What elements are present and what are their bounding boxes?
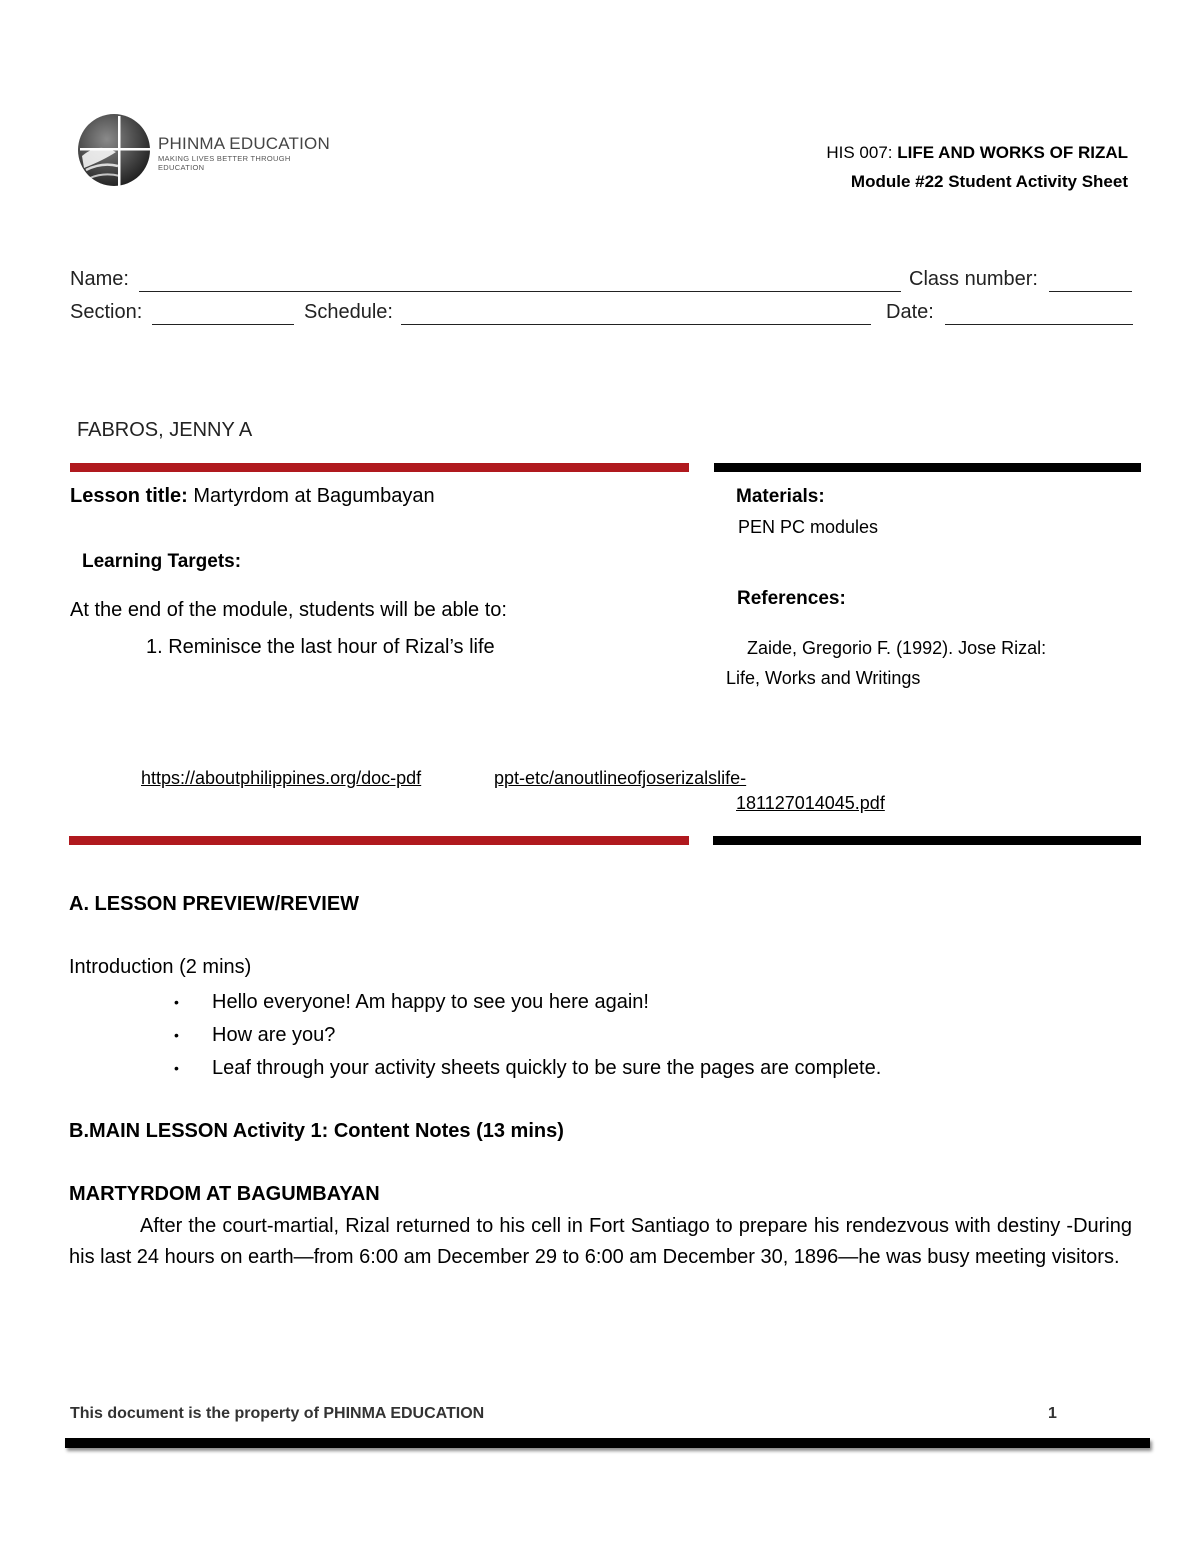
schedule-field[interactable] [401, 324, 871, 325]
section-b-paragraph: After the court-martial, Rizal returned to his cell in Fort Santiago to prepare his rendezvous with destiny -During his last 24 hours on earth—from 6:00 am December 29 to 6:00 am December 30, 1896—he was busy meeting visitors. [69, 1215, 1132, 1268]
section-a-bullets [174, 986, 1074, 1085]
date-field[interactable] [945, 324, 1133, 325]
section-a-heading: A. LESSON PREVIEW/REVIEW [69, 893, 360, 915]
class-number-label: Class number: [909, 268, 1038, 290]
schedule-label: Schedule: [304, 301, 393, 323]
section-field[interactable] [152, 324, 294, 325]
course-title: LIFE AND WORKS OF RIZAL [897, 143, 1128, 162]
references-label: References: [737, 588, 846, 609]
date-label: Date: [886, 301, 934, 323]
name-label: Name: [70, 268, 129, 290]
name-field[interactable] [139, 291, 901, 292]
top-rule-black [714, 463, 1141, 472]
lesson-title-label: Lesson title: [70, 485, 188, 507]
section-a-intro: Introduction (2 mins) [69, 956, 252, 978]
list-item: • How are you? [174, 1024, 336, 1046]
section-label: Section: [70, 301, 143, 323]
section-b-subheading: MARTYRDOM AT BAGUMBAYAN [69, 1183, 380, 1205]
course-code: HIS 007: [826, 143, 893, 162]
reference-line-1: Zaide, Gregorio F. (1992). Jose Rizal: [747, 638, 1047, 658]
logo-name: PHINMA EDUCATION [158, 134, 330, 153]
course-line [826, 143, 1128, 163]
bottom-rule-black [713, 836, 1141, 845]
lesson-title-value: Martyrdom at Bagumbayan [193, 485, 435, 507]
class-number-field[interactable] [1049, 291, 1132, 292]
phinma-logo [74, 112, 334, 192]
student-name: FABROS, JENNY A [77, 419, 253, 441]
materials-value: PEN PC modules [738, 517, 879, 537]
list-item: • Leaf through your activity sheets quickly to be sure the pages are complete. [174, 1057, 882, 1079]
reference-link-part-1[interactable]: https://aboutphilippines.org/doc-pdf [141, 768, 422, 788]
footer-notice: This document is the property of PHINMA EDUCATION [70, 1405, 485, 1422]
reference-link-part-2[interactable]: ppt-etc/anoutlineofjoserizalslife- [494, 768, 747, 788]
reference-line-2: Life, Works and Writings [726, 668, 921, 688]
learning-targets-label: Learning Targets: [82, 551, 242, 572]
phinma-globe-icon [74, 112, 154, 192]
list-item: • Hello everyone! Am happy to see you here again! [174, 991, 649, 1013]
footer-rule [65, 1438, 1150, 1448]
logo-tagline: MAKING LIVES BETTER THROUGH EDUCATION [158, 154, 291, 172]
learning-targets-intro: At the end of the module, students will be able to: [70, 599, 507, 621]
section-b-heading: B.MAIN LESSON Activity 1: Content Notes (13 mins) [69, 1120, 564, 1142]
reference-link-part-3[interactable]: 181127014045.pdf [736, 793, 885, 813]
top-rule-red [70, 463, 689, 472]
module-line: Module #22 Student Activity Sheet [850, 172, 1128, 191]
learning-target-item: 1. Reminisce the last hour of Rizal’s life [146, 636, 495, 658]
bottom-rule-red [69, 836, 689, 845]
page-number: 1 [1048, 1405, 1057, 1422]
materials-label: Materials: [736, 486, 825, 507]
lesson-title [70, 485, 435, 508]
